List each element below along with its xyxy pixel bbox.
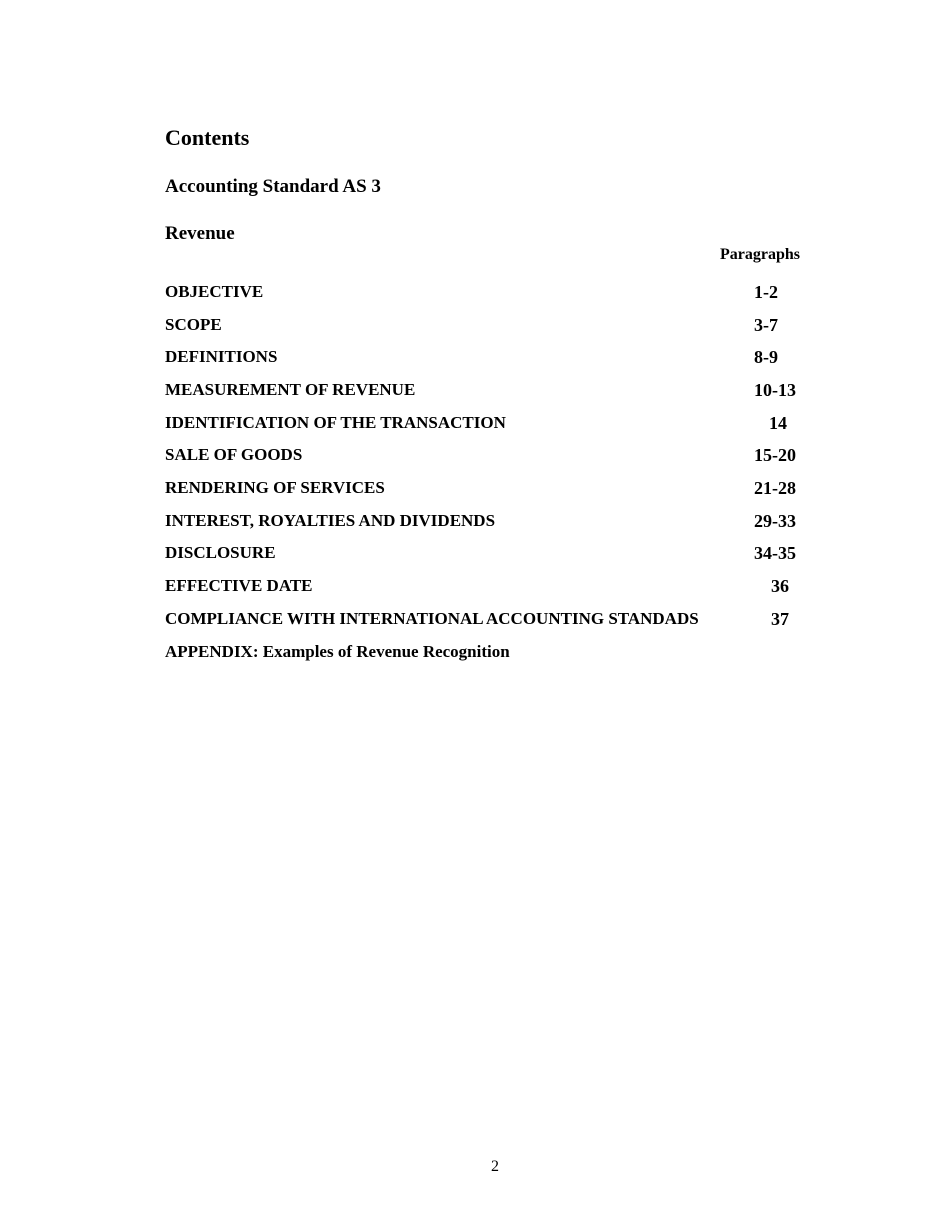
toc-entry-paragraphs: 10-13 bbox=[754, 380, 796, 400]
toc-row-scope bbox=[0, 315, 950, 339]
toc-row-interest bbox=[0, 511, 950, 535]
toc-row-disclosure bbox=[0, 543, 950, 567]
toc-entry-label: INTEREST, ROYALTIES AND DIVIDENDS bbox=[165, 511, 496, 530]
toc-row-effective-date bbox=[0, 576, 950, 600]
toc-entry-label: RENDERING OF SERVICES bbox=[165, 478, 385, 497]
toc-entry-label: DEFINITIONS bbox=[165, 347, 278, 366]
contents-title: Contents bbox=[165, 125, 250, 150]
toc-entry-label: EFFECTIVE DATE bbox=[165, 576, 313, 595]
toc-row-identification bbox=[0, 413, 950, 437]
toc-entry-label: OBJECTIVE bbox=[165, 282, 264, 301]
toc-entry-paragraphs: 37 bbox=[771, 609, 789, 629]
toc-row-definitions bbox=[0, 347, 950, 371]
toc-entry-paragraphs: 1-2 bbox=[754, 282, 778, 302]
toc-entry-paragraphs: 34-35 bbox=[754, 543, 796, 563]
toc-entry-paragraphs: 36 bbox=[771, 576, 789, 596]
toc-row-sale-of-goods bbox=[0, 445, 950, 469]
toc-entry-label: DISCLOSURE bbox=[165, 543, 276, 562]
toc-row-compliance bbox=[0, 609, 950, 633]
section-title: Revenue bbox=[165, 223, 235, 244]
toc-row-rendering-of-services bbox=[0, 478, 950, 502]
toc-entry-paragraphs: 14 bbox=[769, 413, 787, 433]
toc-entry-label: COMPLIANCE WITH INTERNATIONAL ACCOUNTING STANDADS bbox=[165, 609, 699, 628]
toc-entry-label: SCOPE bbox=[165, 315, 222, 334]
standard-title: Accounting Standard AS 3 bbox=[165, 176, 381, 197]
toc-entry-label: IDENTIFICATION OF THE TRANSACTION bbox=[165, 413, 506, 432]
toc-entry-label: SALE OF GOODS bbox=[165, 445, 303, 464]
toc-appendix: APPENDIX: Examples of Revenue Recognition bbox=[165, 642, 510, 661]
toc-row-measurement bbox=[0, 380, 950, 404]
toc-entry-paragraphs: 15-20 bbox=[754, 445, 796, 465]
page-number: 2 bbox=[491, 1158, 499, 1175]
toc-entry-paragraphs: 3-7 bbox=[754, 315, 778, 335]
toc-row-objective bbox=[0, 282, 950, 306]
toc-entry-paragraphs: 8-9 bbox=[754, 347, 778, 367]
paragraphs-column-header: Paragraphs bbox=[720, 246, 800, 263]
toc-entry-paragraphs: 21-28 bbox=[754, 478, 796, 498]
toc-entry-paragraphs: 29-33 bbox=[754, 511, 796, 531]
toc-entry-label: MEASUREMENT OF REVENUE bbox=[165, 380, 416, 399]
